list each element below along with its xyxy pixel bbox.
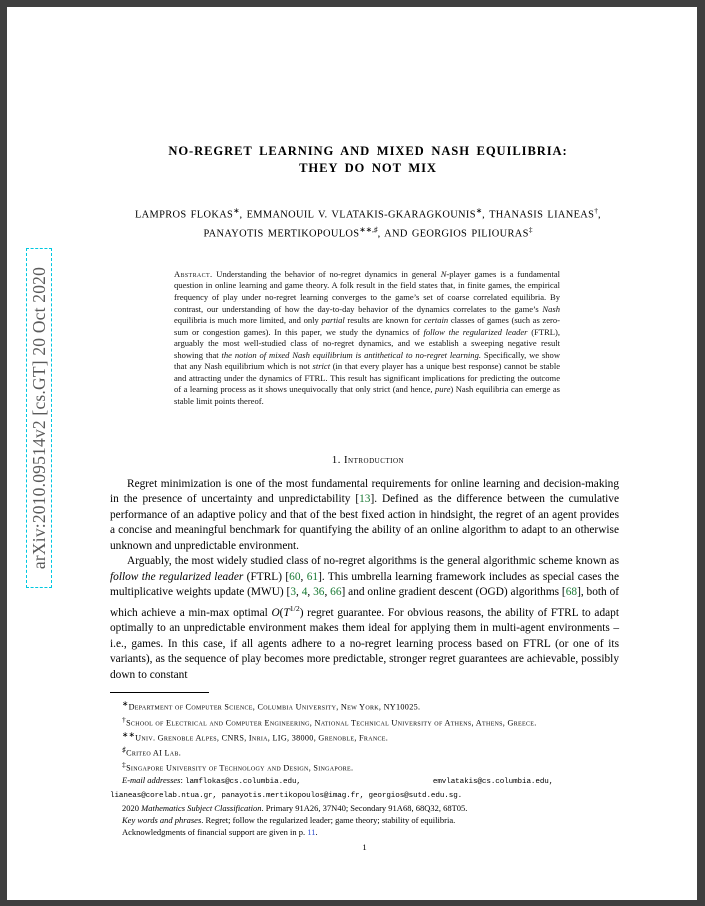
- paragraph-text: ,: [324, 586, 331, 599]
- title-line-2: THEY DO NOT MIX: [299, 161, 437, 175]
- footnote-text: Department of Computer Science, Columbia University, New York, NY10025.: [128, 703, 421, 713]
- abstract-emph: strict: [312, 361, 331, 372]
- abstract-text: equilibria is much more limited, and only: [174, 315, 322, 326]
- paragraph-ftrl: Arguably, the most widely studied class of no-regret algorithms is the general algorithmic scheme known as follow the regularized leader (FTRL) [60, 61]. This umbrella learning framework includes as special cases the multiplicative weights update (MWU) [3, 4, 36, 66] and online gradient descent (OGD) algorithms [68], both of which achieve a min-max optimal $O(T^{1/2})$ regret guarantee. For obvious reasons, the ability of FTRL to adapt optimally to an unpredictable environment makes them ideal for applying them in multi-agent environments – i.e., games. In this case, if all agents adhere to a no-regret learning process based on FTRL (or one of its variants), as the sequence of play becomes more predictable, stronger regret guarantees are achievable, possibly down to constant: [110, 555, 620, 681]
- footnote-marker: ♯: [122, 744, 127, 754]
- author-name: , EMMANOUIL V. VLATAKIS-GKARAGKOUNIS: [239, 209, 476, 221]
- email-address[interactable]: lamflokas@cs.columbia.edu,: [184, 778, 301, 787]
- footnote-text: School of Electrical and Computer Engineering, National Technical University of Athens, Athens, Greece.: [126, 718, 537, 728]
- abstract-emph: pure: [435, 384, 451, 395]
- author-affiliation-marker: †: [594, 206, 599, 215]
- abstract-text: results are known for: [344, 315, 424, 326]
- abstract-text: (FTRL), arguably the most well-studied class of no-regret dynamics, and we establish a sweeping negative result showing that: [174, 326, 560, 360]
- paragraph-text: ,: [307, 586, 314, 599]
- paragraph-text: ,: [300, 570, 307, 583]
- abstract-emph: certain: [423, 315, 449, 326]
- abstract-text: Specifically, we show that any Nash equilibrium which is not: [174, 349, 560, 372]
- paragraph-text: ], both of which achieve a min-max optimal: [110, 586, 620, 619]
- page-reference-link[interactable]: 11: [307, 827, 316, 838]
- author-list: [110, 204, 626, 242]
- paragraph-text: Regret minimization is one of the most fundamental requirements for online learning and decision-making in the presence of uncertainty and unpredictability [: [110, 477, 619, 506]
- footnote-affiliation-3: [110, 729, 619, 744]
- keywords-text: . Regret; follow the regularized leader; game theory; stability of equilibria.: [201, 815, 456, 826]
- footnote-text: Univ. Grenoble Alpes, CNRS, Inria, LIG, 38000, Grenoble, France.: [135, 733, 389, 743]
- citation-link[interactable]: 60: [289, 570, 301, 583]
- author-affiliation-marker: ∗∗,♯: [359, 224, 378, 234]
- abstract-label: Abstract.: [174, 268, 213, 279]
- paper-page: [7, 7, 697, 900]
- title-line-1: NO-REGRET LEARNING AND MIXED NASH EQUILIBRIA:: [168, 144, 568, 158]
- footnote-rule: [110, 692, 209, 693]
- footnote-marker: ‡: [122, 759, 127, 769]
- paper-content: [110, 7, 626, 900]
- paragraph-regret-minimization: [110, 477, 619, 555]
- msc-classification-line: [110, 802, 619, 814]
- author-sep: ,: [598, 209, 601, 221]
- footnote-text: Singapore University of Technology and Design, Singapore.: [126, 763, 354, 773]
- abstract-text: classes of games (such as zero-sum or congestion games). In this paper, we study the dynamics of: [174, 315, 560, 337]
- author-name: LAMPROS FLOKAS: [134, 209, 234, 221]
- paragraph-text: ] and online gradient descent (OGD) algorithms [: [341, 586, 566, 599]
- abstract-emph: follow the regularized leader: [423, 326, 528, 337]
- citation-link[interactable]: 13: [359, 493, 371, 506]
- paragraph-emph: follow the regularized leader: [110, 570, 244, 583]
- paragraph-text: ) regret guarantee. For obvious reasons, the ability of FTRL to adapt optimally to an unpredictable environment makes them ideal for applying them in multi-agent environments – i.e., games. In this case, if all agents adhere to a no-regret learning process based on FTRL (or one of its variants), as the sequence of play becomes more predictable, stronger regret guarantees are achievable, possibly down to constant: [110, 606, 619, 681]
- abstract-emph: the notion of mixed Nash equilibrium is antithetical to no-regret learning.: [221, 349, 481, 360]
- paragraph-text: (FTRL) [: [243, 570, 290, 583]
- email-colon: :: [180, 775, 183, 786]
- citation-link[interactable]: 61: [306, 570, 319, 583]
- citation-link[interactable]: 3: [290, 586, 296, 599]
- author-line-2: [110, 223, 626, 242]
- math-exponent: 1/2: [289, 603, 300, 613]
- paragraph-text: ,: [296, 586, 302, 599]
- msc-codes: . Primary 91A26, 37N40; Secondary 91A68, 68Q32, 68T05.: [261, 803, 468, 814]
- author-name: , AND GEORGIOS PILIOURAS: [377, 228, 529, 240]
- msc-label: Mathematics Subject Classification: [141, 803, 262, 814]
- footnote-affiliation-5: [110, 759, 619, 774]
- footnote-block: [110, 698, 619, 853]
- citation-link[interactable]: 68: [565, 586, 578, 599]
- abstract-text: (in that every player has a unique best response) cannot be stable and attracting under the dynamics of FTRL. This result has significant implications for predicting the outcome of a learning process as it shows unequivocally that only strict (and hence,: [174, 361, 560, 395]
- author-affiliation-marker: ∗: [475, 206, 483, 215]
- footnote-affiliation-4: [110, 744, 619, 759]
- paragraph-text: ]. Defined as the difference between the cumulative performance of an adaptive policy and that of the best fixed action in hindsight, the regret of an agent provides a concise and meaningful benchmark for quantifying the ability of an online algorithm to adapt to an otherwise unknown and unpredictable environment.: [110, 493, 619, 552]
- abstract-emph: N: [440, 268, 447, 279]
- keywords-label: Key words and phrases: [122, 815, 202, 826]
- paragraph-text: ]. This umbrella learning framework includes as special cases the multiplicative weights update (MWU) [: [110, 570, 619, 599]
- keywords-line: [110, 814, 619, 826]
- paragraph-text: Arguably, the most widely studied class of no-regret algorithms is the general algorithmic scheme known as: [127, 555, 619, 568]
- footnote-affiliation-1: [110, 698, 619, 713]
- author-line-1: [110, 204, 626, 223]
- email-label: E-mail addresses: [122, 775, 181, 786]
- footnote-affiliation-2: [110, 714, 619, 729]
- email-addresses-line: [110, 774, 619, 802]
- footnote-marker: ∗: [122, 699, 129, 709]
- author-affiliation-marker: ‡: [528, 224, 533, 234]
- footnote-text: Criteo AI Lab.: [126, 748, 182, 758]
- citation-link[interactable]: 4: [301, 586, 308, 599]
- citation-link[interactable]: 66: [330, 586, 342, 599]
- author-name: , THANASIS LIANEAS: [482, 209, 595, 221]
- section-heading-introduction: 1. Introduction: [331, 454, 405, 466]
- email-address[interactable]: lianeas@corelab.ntua.gr, panayotis.mertikopoulos@imag.fr, georgios@sutd.edu.sg.: [110, 792, 463, 801]
- acknowledgments-text: .: [315, 827, 318, 838]
- abstract-emph: partial: [321, 315, 345, 326]
- abstract-emph: Nash: [542, 303, 560, 314]
- footnote-marker: ∗∗: [122, 729, 136, 739]
- msc-year: 2020: [122, 803, 142, 814]
- acknowledgments-text: Acknowledgments of financial support are given in p.: [122, 827, 308, 838]
- arxiv-stamp-text: arXiv:2010.09514v2 [cs.GT] 20 Oct 2020: [28, 266, 49, 570]
- math-bigo: O: [271, 606, 280, 619]
- author-name: PANAYOTIS MERTIKOPOULOS: [203, 228, 360, 240]
- abstract-block: [174, 269, 560, 408]
- citation-link[interactable]: 36: [313, 586, 325, 599]
- abstract-text: ) Nash equilibria can emerge as stable limit points thereof.: [174, 384, 560, 406]
- footnote-marker: †: [122, 714, 127, 724]
- acknowledgments-line: [110, 826, 619, 838]
- abstract-text: -player games is a fundamental question in online learning and game theory. A folk result in the field states that, in finite games, the empirical frequency of play under no-regret learning converges to the game’s set of coarse correlated equilibria. By contrast, our understanding of how the day-to-day behavior of the dynamics correlates to the game’s: [174, 268, 560, 314]
- page-title: [110, 143, 626, 177]
- arxiv-stamp: [26, 248, 52, 588]
- email-address[interactable]: emvlatakis@cs.columbia.edu,: [432, 778, 554, 787]
- abstract-text: Understanding the behavior of no-regret dynamics in general: [212, 268, 441, 279]
- author-affiliation-marker: ∗: [233, 206, 240, 215]
- math-variable: T: [283, 606, 290, 619]
- page-number: 1: [362, 842, 367, 853]
